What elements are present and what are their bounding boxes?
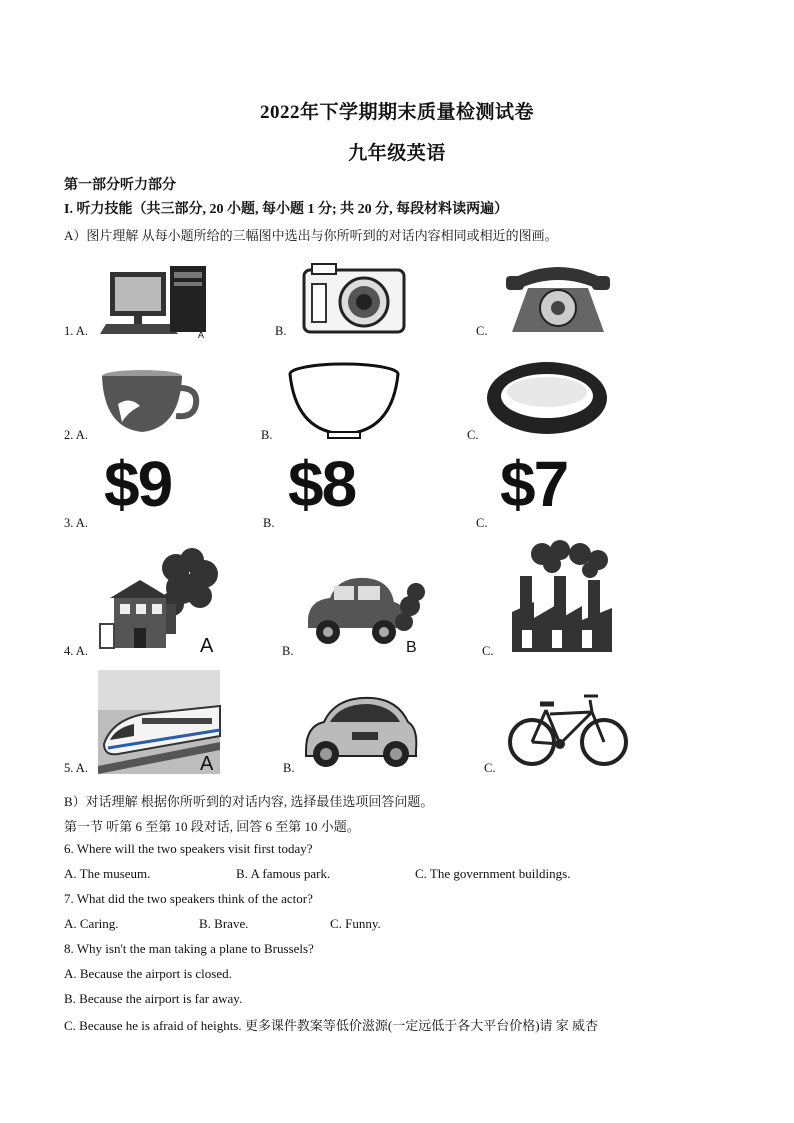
q8-option-c: C. Because he is afraid of heights. 更多课件教案等低价滋源(一定远低于各大平台价格)请 家 威杏 [64, 1018, 599, 1033]
car-exhaust-icon [300, 566, 426, 654]
q1-label-a: 1. A. [64, 324, 88, 338]
price-9: $9 [104, 448, 172, 520]
q8-option-b: B. Because the airport is far away. [64, 991, 243, 1006]
q8-stem: 8. Why isn't the man taking a plane to Brussels? [64, 941, 314, 956]
q2-label-c: C. [467, 428, 479, 442]
section-B-instruction: B）对话理解 根据你所听到的对话内容, 选择最佳选项回答问题。 [64, 794, 434, 809]
q6-option-b: B. A famous park. [236, 866, 331, 881]
q1-label-c: C. [476, 324, 488, 338]
q5-label-c: C. [484, 761, 496, 775]
corner-letter-a: A [200, 753, 214, 775]
q2-label-a: 2. A. [64, 428, 88, 442]
q4-label-a: 4. A. [64, 644, 88, 658]
q5-label-b: B. [283, 761, 295, 775]
q6-option-c: C. The government buildings. [415, 866, 571, 881]
section-I-heading: I. 听力技能（共三部分, 20 小题, 每小题 1 分; 共 20 分, 每段材料读两遍） [64, 202, 509, 217]
cup-icon [100, 368, 200, 440]
price-8: $8 [288, 448, 356, 520]
plate-icon [484, 360, 610, 440]
q3-label-b: B. [263, 516, 275, 530]
camera-icon [300, 260, 412, 338]
high-speed-train-icon [98, 670, 220, 774]
q6-stem: 6. Where will the two speakers visit first today? [64, 841, 313, 856]
q2-label-b: B. [261, 428, 273, 442]
q4-label-c: C. [482, 644, 494, 658]
part-heading: 第一部分听力部分 [64, 178, 176, 193]
q8-option-a: A. Because the airport is closed. [64, 966, 232, 981]
q6-option-a: A. The museum. [64, 866, 151, 881]
corner-letter-a: A [198, 330, 205, 340]
house-smoke-icon [96, 544, 222, 656]
q3-label-a: 3. A. [64, 516, 88, 530]
exam-title: 2022年下学期期末质量检测试卷 [259, 102, 534, 123]
section-jie1-instruction: 第一节 听第 6 至第 10 段对话, 回答 6 至第 10 小题。 [64, 819, 360, 834]
car-icon [302, 692, 420, 772]
price-7: $7 [500, 448, 568, 520]
q3-label-c: C. [476, 516, 488, 530]
factory-smoke-icon [508, 540, 616, 656]
corner-letter-b: B [406, 639, 417, 656]
q4-label-b: B. [282, 644, 294, 658]
bowl-icon [286, 362, 406, 442]
section-A-instruction: A）图片理解 从每小题所给的三幅图中选出与你所听到的对话内容相同或相近的图画。 [64, 228, 558, 243]
q7-option-b: B. Brave. [199, 916, 249, 931]
bicycle-icon [506, 682, 630, 772]
q7-stem: 7. What did the two speakers think of the actor? [64, 891, 313, 906]
telephone-icon [500, 258, 616, 336]
desktop-computer-icon [100, 262, 212, 338]
q5-label-a: 5. A. [64, 761, 88, 775]
q1-label-b: B. [275, 324, 287, 338]
q7-option-a: A. Caring. [64, 916, 119, 931]
exam-subtitle: 九年级英语 [348, 143, 446, 164]
q7-option-c: C. Funny. [330, 916, 381, 931]
corner-letter-a: A [200, 635, 214, 657]
